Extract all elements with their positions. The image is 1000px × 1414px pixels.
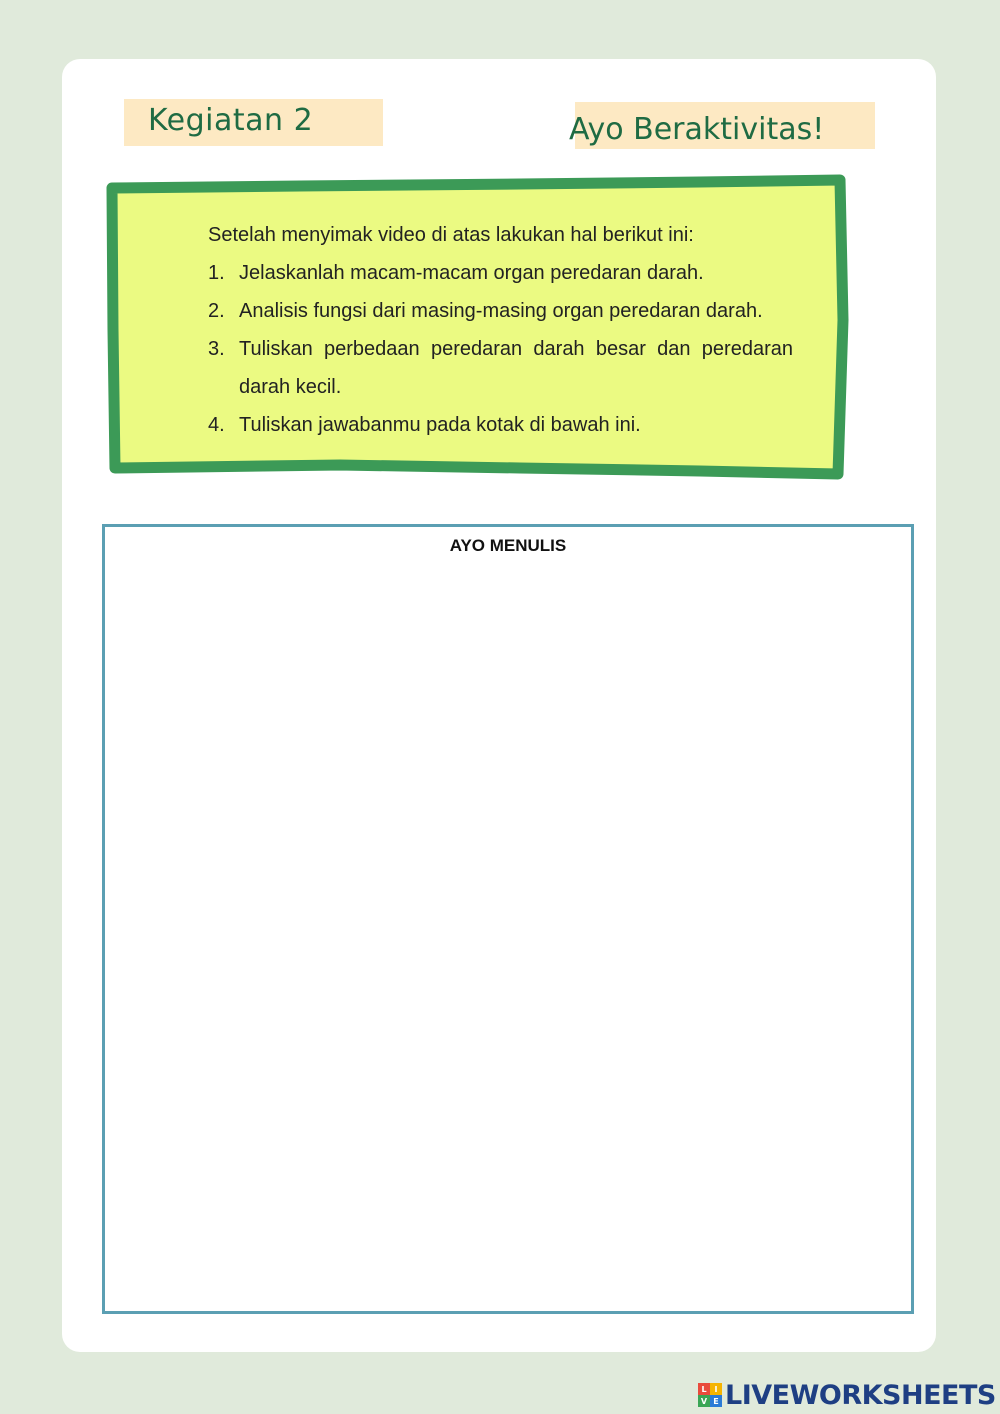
answer-input[interactable] bbox=[115, 567, 901, 1301]
task-list bbox=[208, 254, 793, 444]
logo-letter-l: L bbox=[698, 1383, 710, 1395]
task-item-number: 4. bbox=[208, 414, 225, 436]
liveworksheets-footer bbox=[698, 1380, 996, 1410]
task-instructions bbox=[208, 216, 793, 444]
task-item-text: Analisis fungsi dari masing-masing organ peredaran darah. bbox=[239, 300, 763, 322]
task-item bbox=[208, 292, 793, 330]
task-item bbox=[208, 330, 793, 406]
activity-label: Kegiatan 2 bbox=[148, 103, 314, 138]
logo-letter-v: V bbox=[698, 1395, 710, 1407]
task-item-text: Jelaskanlah macam-macam organ peredaran darah. bbox=[239, 262, 704, 284]
task-intro: Setelah menyimak video di atas lakukan hal berikut ini: bbox=[208, 224, 694, 246]
logo-letter-i: I bbox=[710, 1383, 722, 1395]
task-item-number: 3. bbox=[208, 338, 225, 360]
task-item-number: 1. bbox=[208, 262, 225, 284]
answer-box bbox=[102, 524, 914, 1314]
task-item-text: Tuliskan jawabanmu pada kotak di bawah ini. bbox=[239, 414, 641, 436]
answer-box-title: AYO MENULIS bbox=[449, 536, 567, 555]
task-item bbox=[208, 406, 793, 444]
task-item-text: Tuliskan perbedaan peredaran darah besar dan peredaran darah kecil. bbox=[239, 338, 793, 398]
liveworksheets-logo-icon bbox=[698, 1383, 722, 1407]
logo-letter-e: E bbox=[710, 1395, 722, 1407]
task-item bbox=[208, 254, 793, 292]
brand-name[interactable]: LIVEWORKSHEETS bbox=[725, 1379, 996, 1411]
task-item-number: 2. bbox=[208, 300, 225, 322]
slogan-text: Ayo Beraktivitas! bbox=[569, 112, 825, 147]
